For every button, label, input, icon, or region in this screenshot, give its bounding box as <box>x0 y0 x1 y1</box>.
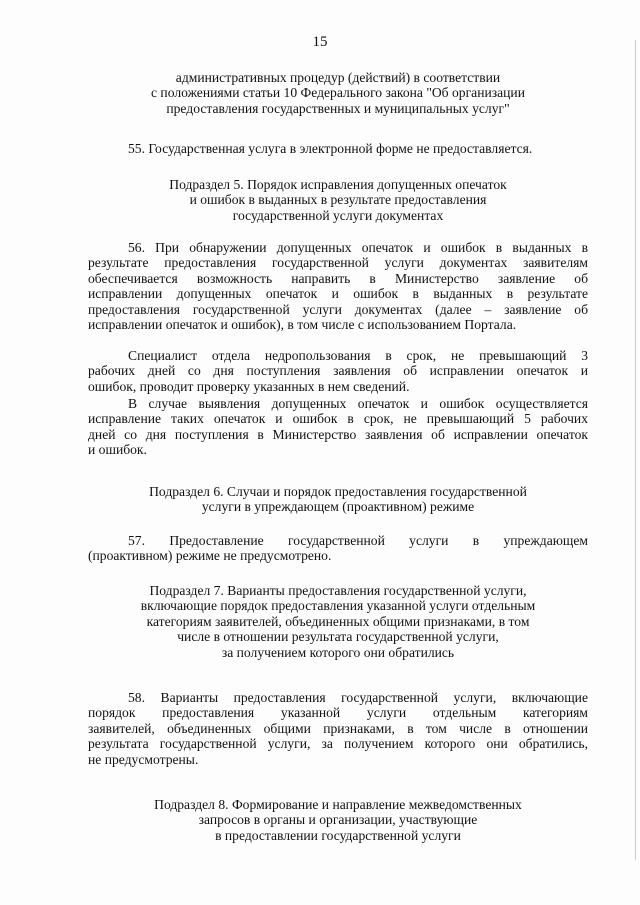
heading-line: категориям заявителей, объединенных общими признаками, в том <box>146 613 530 629</box>
paragraph-line: ошибок, проводит проверку указанных в нем сведений. <box>88 378 410 394</box>
intro-heading-continuation <box>88 70 588 116</box>
paragraph-line: 55. Государственная услуга в электронной форме не предоставляется. <box>128 141 533 156</box>
paragraph-line: дней со дня поступления в Министерство заявления об исправлении опечаток <box>88 426 588 442</box>
paragraph-57 <box>88 533 588 564</box>
paragraph-line: предоставления государственной услуги документах (далее – заявление об <box>88 301 588 317</box>
paragraph-line: исправлении опечаток и ошибок), в том числе с использованием Портала. <box>88 317 517 333</box>
intro-line: предоставления государственных и муниципальных услуг" <box>166 100 510 116</box>
heading-line: включающие порядок предоставления указанной услуги отдельным <box>140 598 536 614</box>
heading-line: Подраздел 6. Случаи и порядок предоставления государственной <box>149 484 527 499</box>
heading-line: Подраздел 5. Порядок исправления допущенных опечаток <box>169 177 507 192</box>
scan-edge-line <box>635 40 636 860</box>
heading-line: запросов в органы и организации, участвующие <box>198 812 478 828</box>
subsection-8-heading <box>88 797 588 843</box>
heading-line: и ошибок в выданных в результате предоставления <box>189 192 487 208</box>
subsection-7-heading <box>88 583 588 660</box>
heading-line: государственной услуги документах <box>232 207 444 223</box>
paragraph-58 <box>88 690 588 767</box>
paragraph-line: В случае выявления допущенных опечаток и ошибок осуществляется <box>128 396 588 411</box>
heading-line: услуги в упреждающем (проактивном) режиме <box>201 499 475 515</box>
heading-line: за получением которого они обратились <box>221 644 455 660</box>
paragraph-line: (проактивном) режиме не предусмотрено. <box>88 548 332 564</box>
paragraph-line: и ошибок. <box>88 442 147 458</box>
heading-line: в предоставлении государственной услуги <box>215 827 461 843</box>
heading-line: Подраздел 8. Формирование и направление межведомственных <box>154 797 522 812</box>
subsection-5-heading <box>88 177 588 223</box>
paragraph-line: исправление таких опечаток и ошибок в срок, не превышающий 5 рабочих <box>88 411 588 427</box>
page-number: 15 <box>312 34 328 50</box>
paragraph-line: заявителей, объединенных общими признаками, в том числе в отношении <box>88 720 588 736</box>
paragraph-55 <box>88 141 588 156</box>
paragraph-line: исправлении допущенных опечаток и ошибок в выданных в результате <box>88 286 588 302</box>
paragraph-line: результата государственной услуги, за получением которого они обратились, <box>88 736 588 752</box>
heading-line: Подраздел 7. Варианты предоставления государственной услуги, <box>149 583 527 598</box>
paragraph-line: порядок предоставления указанной услуги отдельным категориям <box>88 705 588 721</box>
intro-line: административных процедур (действий) в соответствии <box>175 70 501 85</box>
intro-line: с положениями статьи 10 Федерального закона "Об организации <box>151 85 525 101</box>
paragraph-line: 56. При обнаружении допущенных опечаток и ошибок в выданных в <box>128 240 588 255</box>
paragraph-line: обеспечивается возможность направить в Министерство заявление об <box>88 270 588 286</box>
paragraph-line: рабочих дней со дня поступления заявления об исправлении опечаток и <box>88 363 588 379</box>
paragraph-line: 57. Предоставление государственной услуги в упреждающем <box>128 533 588 548</box>
paragraph-line: не предусмотрены. <box>88 751 199 767</box>
paragraph-56-correction <box>88 396 588 458</box>
paragraph-56-specialist <box>88 348 588 394</box>
subsection-6-heading <box>88 484 588 515</box>
paragraph-line: Специалист отдела недропользования в срок, не превышающий 3 <box>128 348 588 363</box>
paragraph-56 <box>88 240 588 332</box>
heading-line: числе в отношении результата государственной услуги, <box>177 629 499 645</box>
paragraph-line: результате предоставления государственной услуги документах заявителям <box>88 255 588 271</box>
paragraph-line: 58. Варианты предоставления государственной услуги, включающие <box>128 690 588 705</box>
